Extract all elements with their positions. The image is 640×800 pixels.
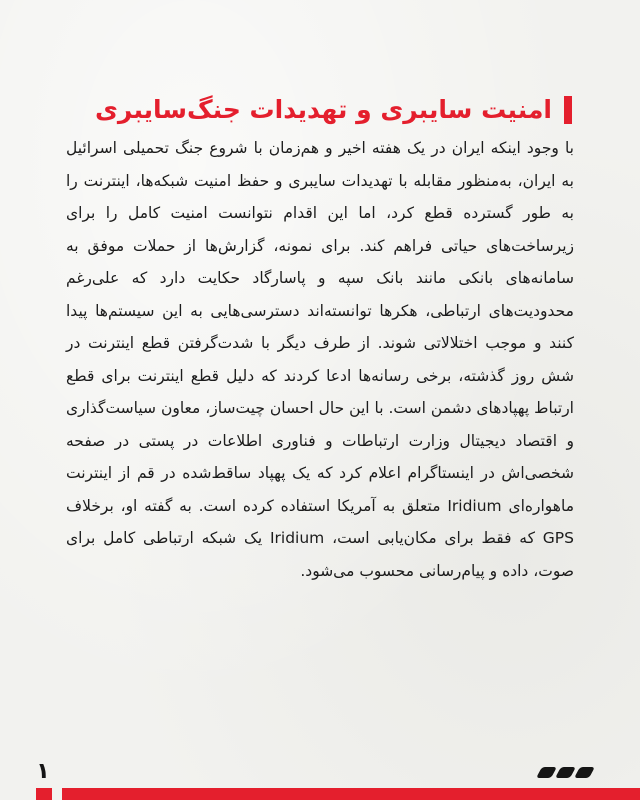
article-body: با وجود اینکه ایران در یک هفته اخیر و هم‌زمان با شروع جنگ تحمیلی اسرائیل به ایران، به‌منظور مقابله با تهدیدات سایبری و حفظ امنیت شبکه‌ها، اینترنت را به طور گسترده قطع کرد، اما این اقدام نتوانست امنیت کامل را برای زیرساخت‌های حیاتی فراهم کند. برای نمونه، گزارش‌ها از حملات موفق به سامانه‌های بانکی مانند بانک سپه و پاسارگاد حکایت دارد که علی‌رغم محدودیت‌های ارتباطی، هکرها توانسته‌اند دسترسی‌هایی به این سیستم‌ها پیدا کنند و موجب اختلالاتی شوند. از طرف دیگر با شدت‌گرفتن قطع اینترنت در شش روز گذشته، برخی رسانه‌ها ادعا کردند که دلیل قطع اینترنت برای قطع ارتباط پهپادهای دشمن است. با این حال احسان چیت‌ساز، معاون سیاست‌گذاری و اقتصاد دیجیتال وزارت ارتباطات و فناوری اطلاعات در پستی در صفحه شخصی‌اش در اینستاگرام اعلام کرد که یک پهپاد ساقط‌شده در قم از اینترنت ماهواره‌ای Iridium متعلق به آمریکا استفاده کرده است. به گفته او، برخلاف GPS که فقط برای مکان‌یابی است، Iridium یک شبکه ارتباطی کامل برای صوت، داده و پیام‌رسانی محسوب می‌شود. (66, 139, 575, 580)
page-number-tab (36, 788, 52, 800)
footer (0, 744, 640, 800)
article-title: امنیت سایبری و تهدیدات جنگ‌سایبری (94, 95, 552, 124)
headline-accent-bar (564, 96, 572, 124)
headline-block (56, 92, 572, 128)
footer-red-bar (62, 788, 640, 800)
page-number: ۱ (36, 759, 50, 784)
more-dots-icon (539, 767, 592, 778)
dot-shape (536, 767, 557, 778)
dot-shape (574, 767, 595, 778)
dot-shape (555, 767, 576, 778)
